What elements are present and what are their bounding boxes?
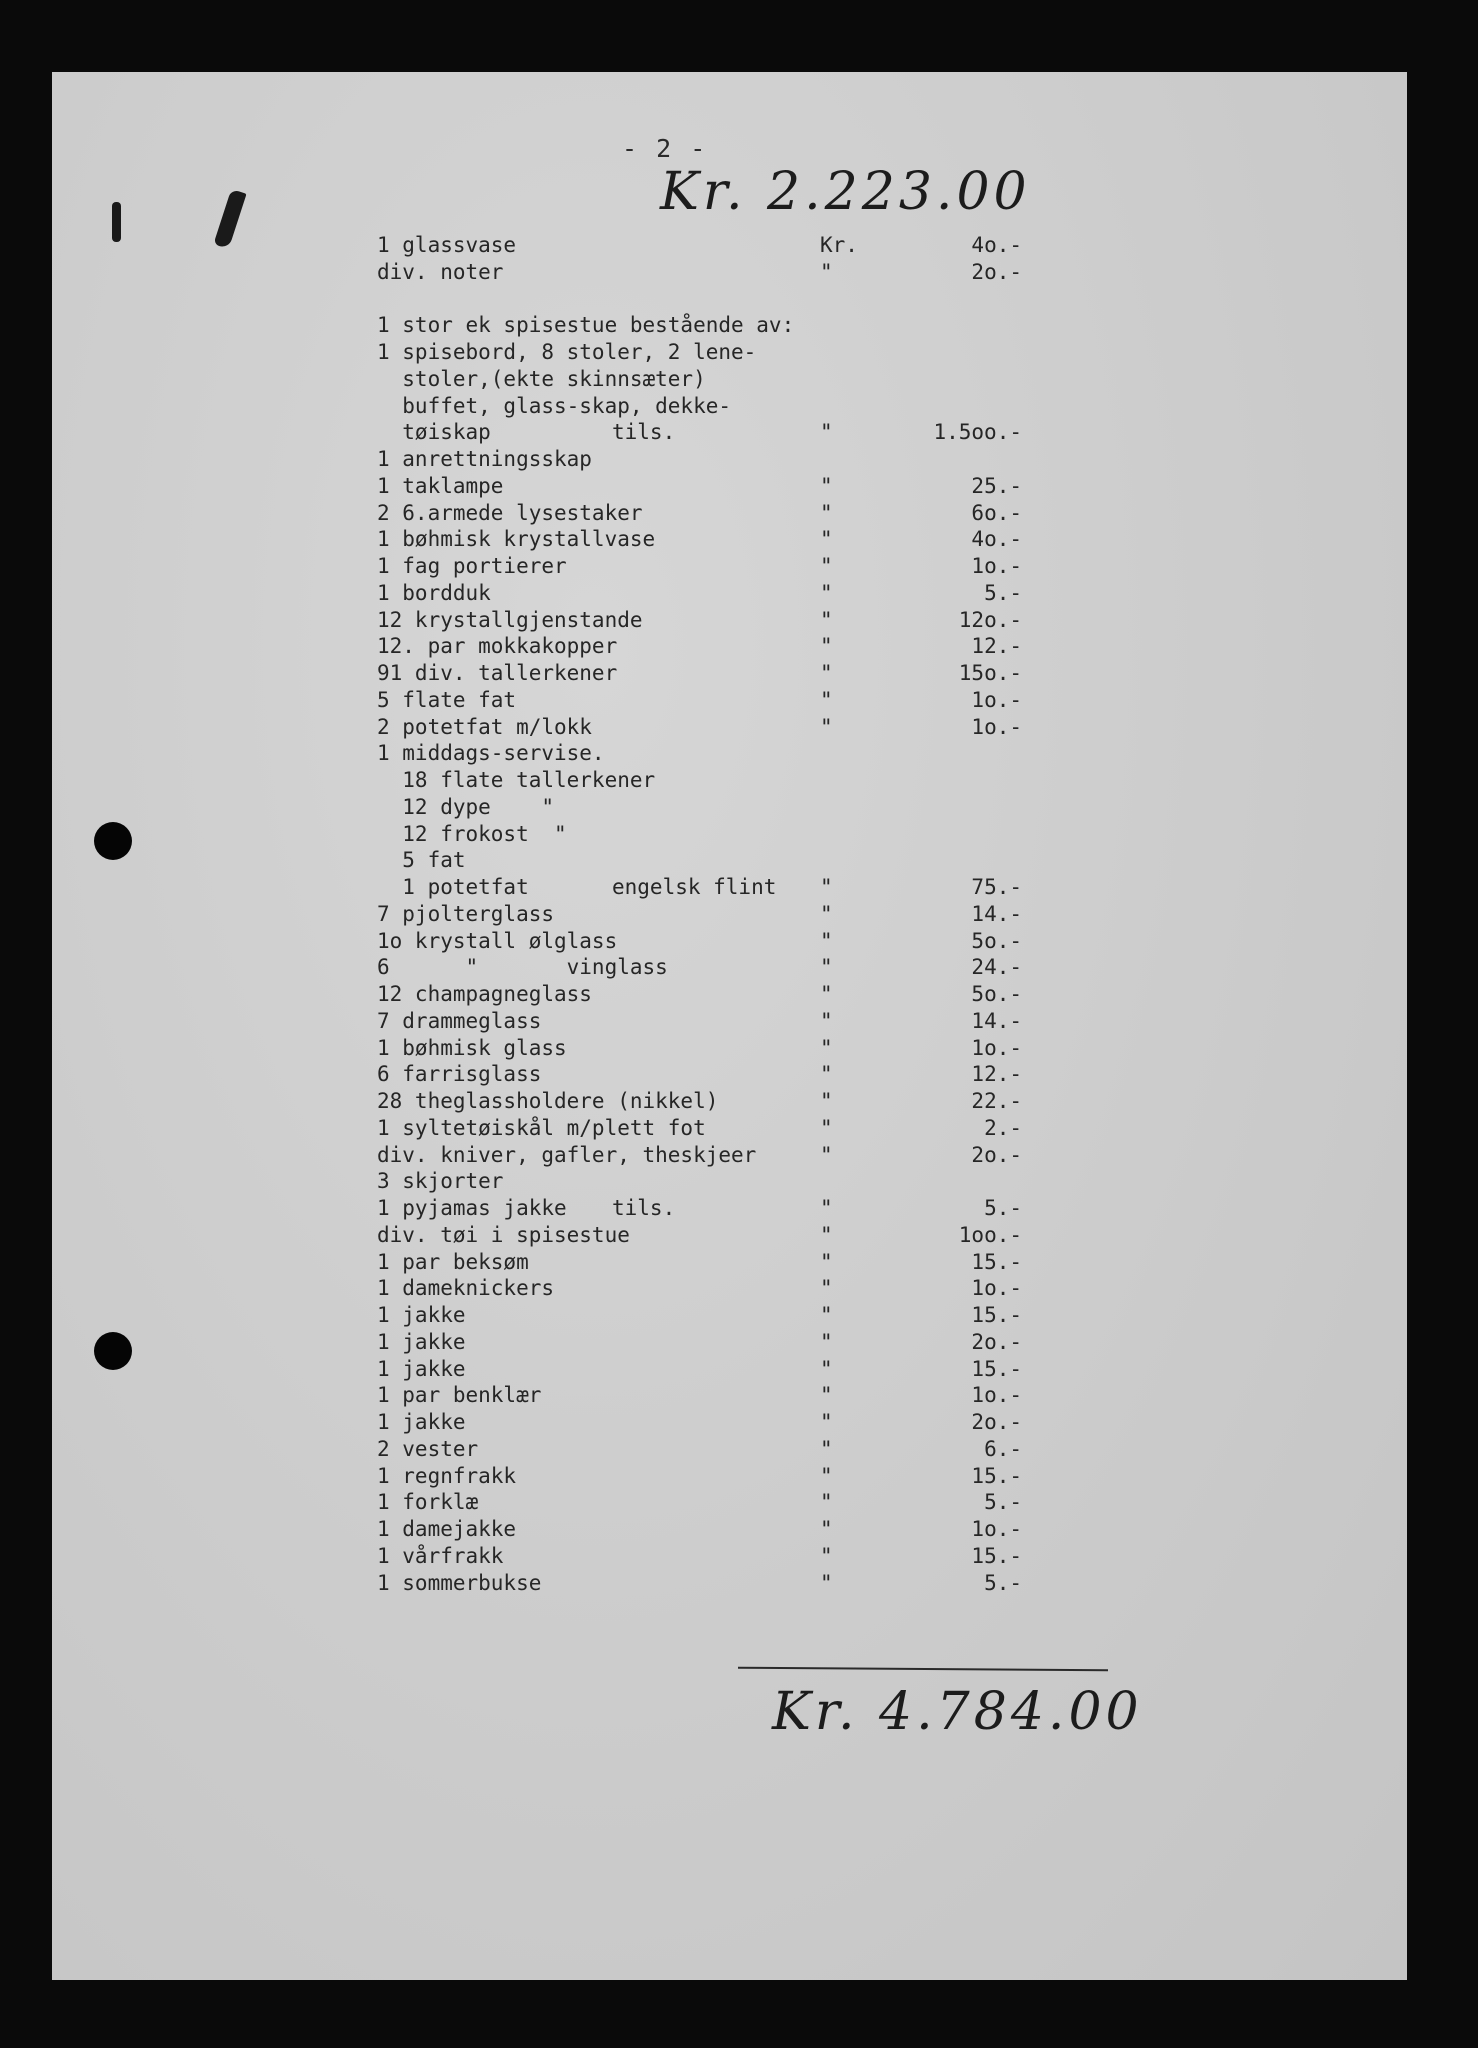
page-number: - 2 - — [622, 134, 708, 163]
item-text: 1 par beksøm — [377, 1249, 529, 1274]
list-item — [52, 1142, 1152, 1169]
ditto-mark: " — [820, 554, 833, 578]
item-text: 1 bordduk — [377, 580, 491, 605]
item-text: 1o krystall ølglass — [377, 928, 618, 953]
ditto-mark: " — [820, 1276, 833, 1301]
item-text: 28 theglassholdere (nikkel) — [377, 1089, 719, 1113]
item-amount: 15.- — [971, 1303, 1022, 1327]
list-item — [52, 1061, 1152, 1088]
item-amount: 2o.- — [971, 1329, 1022, 1354]
item-text: 1 vårfrakk — [377, 1543, 504, 1568]
ditto-mark: " — [820, 1463, 833, 1488]
list-item — [52, 740, 1152, 767]
handwritten-subtotal: Kr. 2.223.00 — [660, 162, 1031, 222]
item-amount: 5.- — [984, 1570, 1022, 1595]
list-item — [52, 1543, 1152, 1570]
ditto-mark: " — [820, 1196, 833, 1220]
ditto-mark: " — [820, 1142, 833, 1167]
ditto-mark: " — [820, 1008, 833, 1033]
item-amount: 22.- — [971, 1089, 1022, 1113]
item-amount: 12o.- — [958, 607, 1022, 632]
item-text: 6 " vinglass — [377, 955, 668, 980]
list-item — [52, 1329, 1152, 1356]
item-amount: 5o.- — [971, 928, 1022, 953]
item-text: 1 bøhmisk krystallvase — [377, 527, 656, 552]
ditto-mark: " — [820, 928, 833, 953]
list-item — [52, 366, 1152, 393]
item-amount: 5.- — [984, 580, 1022, 605]
item-text: 1 sommerbukse — [377, 1570, 542, 1595]
item-text: 12 dype " — [377, 794, 555, 819]
item-amount: 1o.- — [971, 1276, 1022, 1301]
item-text: stoler,(ekte skinnsæter) — [377, 366, 706, 391]
list-item — [52, 1008, 1152, 1035]
list-item — [52, 553, 1152, 580]
item-amount: 14.- — [971, 1008, 1022, 1033]
item-text: 7 pjolterglass — [377, 901, 555, 926]
item-amount: 1o.- — [971, 1517, 1022, 1541]
ditto-mark: " — [820, 500, 833, 525]
item-amount: 14.- — [971, 901, 1022, 926]
ditto-mark: " — [820, 1062, 833, 1087]
item-amount: 2o.- — [971, 259, 1022, 284]
item-text: 12. par mokkakopper — [377, 634, 618, 659]
item-text: 1 potetfat — [377, 875, 529, 899]
list-item — [52, 981, 1152, 1008]
item-text: 1 jakke — [377, 1303, 466, 1327]
item-text: div. noter — [377, 259, 504, 284]
item-amount: 75.- — [971, 875, 1022, 899]
list-item — [52, 419, 1152, 446]
list-item — [52, 500, 1152, 527]
item-text: 1 jakke — [377, 1329, 466, 1354]
ditto-mark: " — [820, 714, 833, 739]
ditto-mark: " — [820, 1222, 833, 1247]
item-text: 1 syltetøiskål m/plett fot — [377, 1115, 706, 1140]
item-text: 5 fat — [377, 848, 466, 873]
list-item — [52, 526, 1152, 553]
item-text: 1 damejakke — [377, 1517, 517, 1541]
list-item — [52, 580, 1152, 607]
list-item — [52, 660, 1152, 687]
item-text: 1 taklampe — [377, 473, 504, 498]
item-amount: 2o.- — [971, 1410, 1022, 1434]
list-item — [52, 232, 1152, 259]
ditto-mark: " — [820, 875, 833, 899]
inventory-list — [52, 72, 1407, 1980]
ditto-mark: " — [820, 1115, 833, 1140]
item-amount: 6o.- — [971, 500, 1022, 525]
item-amount: 2.- — [984, 1115, 1022, 1140]
list-item — [52, 1035, 1152, 1062]
item-text: 1 anrettningsskap — [377, 447, 592, 471]
ditto-mark: " — [820, 1035, 833, 1060]
item-amount: 1o.- — [971, 554, 1022, 578]
list-item — [52, 1436, 1152, 1463]
ditto-mark: " — [820, 1329, 833, 1354]
list-item — [52, 286, 1152, 313]
item-text: div. tøi i spisestue — [377, 1222, 630, 1247]
list-item — [52, 1516, 1152, 1543]
item-amount: 1o.- — [971, 1035, 1022, 1060]
item-amount: 1.5oo.- — [933, 420, 1022, 445]
item-text: 3 skjorter — [377, 1169, 504, 1194]
item-text: 1 jakke — [377, 1356, 466, 1381]
item-amount: 12.- — [971, 1062, 1022, 1087]
item-text: 2 vester — [377, 1436, 479, 1461]
ditto-mark: " — [820, 1517, 833, 1541]
list-item — [52, 1195, 1152, 1222]
item-text: 2 potetfat m/lokk — [377, 714, 592, 739]
item-text: 1 jakke — [377, 1410, 466, 1434]
item-amount: 1o.- — [971, 714, 1022, 739]
list-item — [52, 1115, 1152, 1142]
item-text: 7 drammeglass — [377, 1008, 542, 1033]
ditto-mark: " — [820, 473, 833, 498]
list-item — [52, 821, 1152, 848]
list-item — [52, 1168, 1152, 1195]
list-item — [52, 312, 1152, 339]
ditto-mark: " — [820, 1089, 833, 1113]
item-amount: 25.- — [971, 473, 1022, 498]
ditto-mark: " — [820, 259, 833, 284]
list-item — [52, 1463, 1152, 1490]
ditto-mark: " — [820, 982, 833, 1006]
list-item — [52, 1275, 1152, 1302]
ditto-mark: " — [820, 1249, 833, 1274]
item-text: 1 middags-servise. — [377, 741, 605, 766]
list-item — [52, 874, 1152, 901]
item-text: 12 champagneglass — [377, 982, 592, 1006]
list-item — [52, 1489, 1152, 1516]
ditto-mark: " — [820, 955, 833, 980]
ditto-mark: " — [820, 1436, 833, 1461]
item-amount: 5.- — [984, 1196, 1022, 1220]
list-item — [52, 714, 1152, 741]
ditto-mark: " — [820, 1410, 833, 1434]
ditto-mark: " — [820, 607, 833, 632]
item-text: 12 frokost " — [377, 821, 567, 846]
item-text: buffet, glass-skap, dekke- — [377, 393, 732, 418]
item-text: 1 glassvase — [377, 233, 517, 257]
document-page — [52, 72, 1407, 1980]
list-item — [52, 633, 1152, 660]
ditto-mark: " — [820, 580, 833, 605]
item-text: 1 stor ek spisestue bestående av: — [377, 313, 795, 338]
item-amount: 2o.- — [971, 1142, 1022, 1167]
ditto-mark: " — [820, 901, 833, 926]
item-amount: 6.- — [984, 1436, 1022, 1461]
item-text: 1 spisebord, 8 stoler, 2 lene- — [377, 340, 757, 364]
handwritten-total: Kr. 4.784.00 — [772, 1682, 1143, 1742]
list-item — [52, 954, 1152, 981]
item-text: 1 pyjamas jakke — [377, 1196, 567, 1220]
list-item — [52, 339, 1152, 366]
item-amount: 15o.- — [958, 661, 1022, 685]
item-amount: 15.- — [971, 1356, 1022, 1381]
list-item — [52, 259, 1152, 286]
list-item — [52, 928, 1152, 955]
ditto-mark: " — [820, 1490, 833, 1515]
item-amount: 5.- — [984, 1490, 1022, 1515]
ditto-mark: " — [820, 1303, 833, 1327]
item-note: engelsk flint — [612, 875, 777, 899]
item-text: 12 krystallgjenstande — [377, 607, 643, 632]
item-amount: 5o.- — [971, 982, 1022, 1006]
list-item — [52, 847, 1152, 874]
item-note: tils. — [612, 1196, 676, 1220]
list-item — [52, 1382, 1152, 1409]
list-item — [52, 446, 1152, 473]
ditto-mark: Kr. — [820, 233, 858, 257]
list-item — [52, 901, 1152, 928]
list-item — [52, 794, 1152, 821]
item-text: 6 farrisglass — [377, 1062, 542, 1087]
item-text: 1 regnfrakk — [377, 1463, 517, 1488]
ditto-mark: " — [820, 1570, 833, 1595]
item-text: div. kniver, gafler, theskjeer — [377, 1142, 757, 1167]
item-amount: 4o.- — [971, 527, 1022, 552]
item-text: 5 flate fat — [377, 687, 517, 712]
item-text: 18 flate tallerkener — [377, 768, 656, 792]
item-amount: 15.- — [971, 1463, 1022, 1488]
list-item — [52, 393, 1152, 420]
ditto-mark: " — [820, 527, 833, 552]
ditto-mark: " — [820, 687, 833, 712]
ditto-mark: " — [820, 661, 833, 685]
list-item — [52, 607, 1152, 634]
item-amount: 1o.- — [971, 1383, 1022, 1408]
item-amount: 15.- — [971, 1543, 1022, 1568]
ditto-mark: " — [820, 634, 833, 659]
item-amount: 1o.- — [971, 687, 1022, 712]
item-text: 1 par benklær — [377, 1383, 542, 1408]
item-note: tils. — [612, 420, 676, 445]
list-item — [52, 687, 1152, 714]
list-item — [52, 767, 1152, 794]
ditto-mark: " — [820, 1356, 833, 1381]
list-item — [52, 1302, 1152, 1329]
list-item — [52, 1409, 1152, 1436]
list-item — [52, 1088, 1152, 1115]
item-text: 1 dameknickers — [377, 1276, 555, 1301]
list-item — [52, 1249, 1152, 1276]
list-item — [52, 1222, 1152, 1249]
item-amount: 4o.- — [971, 233, 1022, 257]
item-text: tøiskap — [377, 420, 491, 445]
item-amount: 1oo.- — [958, 1222, 1022, 1247]
item-text: 1 fag portierer — [377, 554, 567, 578]
item-text: 1 bøhmisk glass — [377, 1035, 567, 1060]
ditto-mark: " — [820, 1543, 833, 1568]
item-amount: 15.- — [971, 1249, 1022, 1274]
item-text: 1 forklæ — [377, 1490, 479, 1515]
item-amount: 12.- — [971, 634, 1022, 659]
item-text: 91 div. tallerkener — [377, 661, 618, 685]
item-amount: 24.- — [971, 955, 1022, 980]
list-item — [52, 1356, 1152, 1383]
ditto-mark: " — [820, 420, 833, 445]
ditto-mark: " — [820, 1383, 833, 1408]
list-item — [52, 473, 1152, 500]
item-text: 2 6.armede lysestaker — [377, 500, 643, 525]
list-item — [52, 1570, 1152, 1597]
